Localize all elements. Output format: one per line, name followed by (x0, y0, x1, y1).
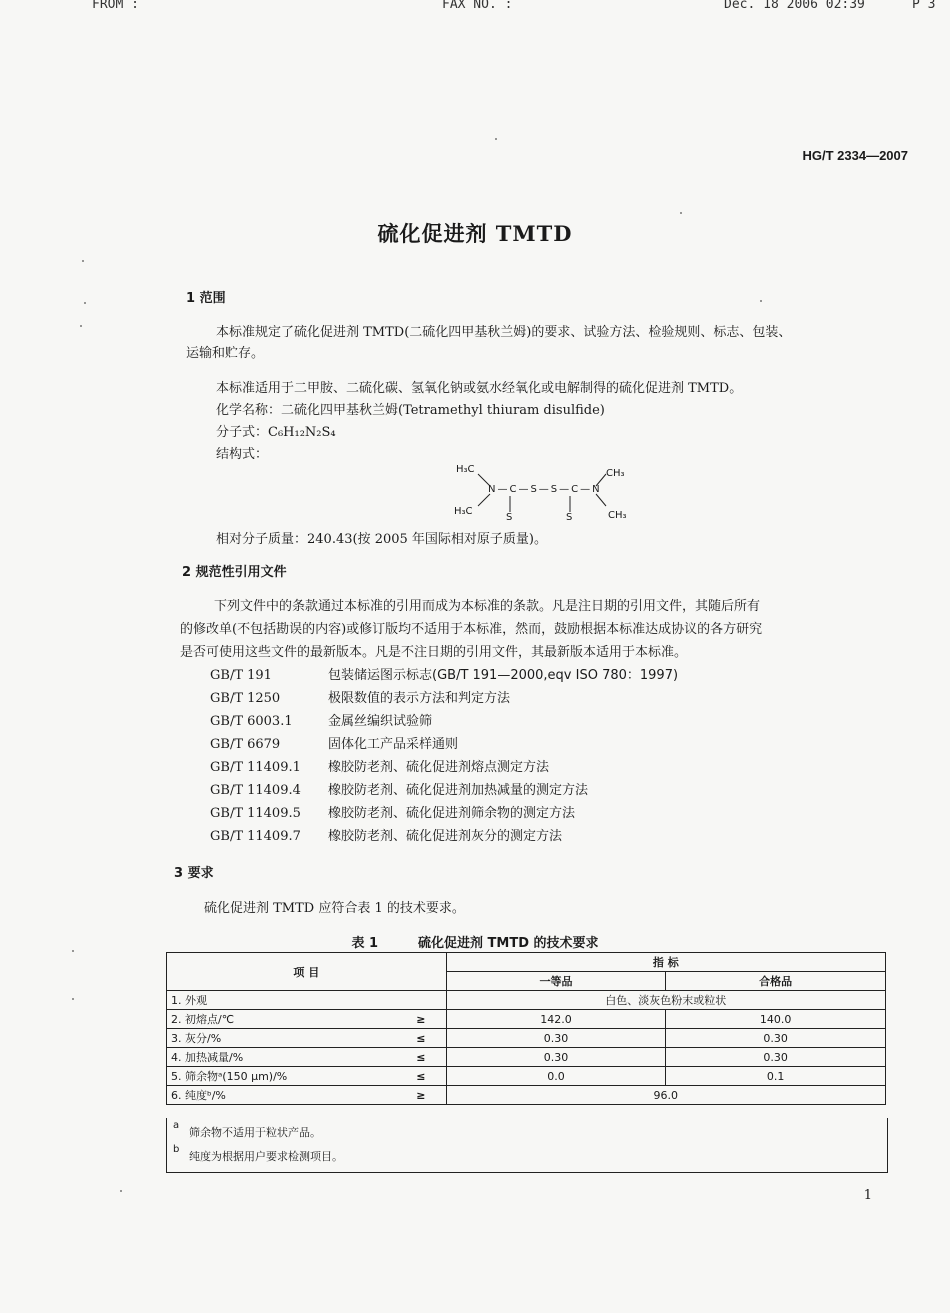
section-2-heading: 2 规范性引用文件 (182, 565, 287, 580)
item-cell: 1. 外观 (167, 991, 397, 1010)
merged-value-cell: 白色、淡灰色粉末或粒状 (446, 991, 885, 1010)
column-header-item: 项 目 (167, 953, 447, 991)
operator-cell: ≥ (396, 1010, 446, 1029)
item-cell: 5. 筛余物ᵃ(150 μm)/% (167, 1067, 397, 1086)
footnote-a-mark: a (173, 1120, 180, 1131)
qualified-cell: 0.1 (666, 1067, 886, 1086)
reference-title: 金属丝编织试验筛 (328, 714, 433, 729)
section-3-paragraph-1: 硫化促进剂 TMTD 应符合表 1 的技术要求。 (204, 901, 465, 916)
reference-code: GB/T 1250 (210, 691, 281, 706)
reference-code: GB/T 11409.5 (210, 806, 301, 821)
qualified-cell: 0.30 (666, 1048, 886, 1067)
fax-page: P 3 (912, 0, 936, 12)
operator-cell (396, 991, 446, 1010)
footnote-b (173, 1144, 883, 1164)
methyl-left-bottom: H₃C (454, 506, 473, 517)
footnote-b-mark: b (173, 1144, 180, 1155)
reference-item (210, 687, 678, 710)
reference-title: 橡胶防老剂、硫化促进剂熔点测定方法 (328, 760, 550, 775)
qualified-cell: 140.0 (666, 1010, 886, 1029)
column-header-qualified: 合格品 (666, 972, 886, 991)
table-1-title: 硫化促进剂 TMTD 的技术要求 (418, 936, 599, 951)
footnote-a (173, 1120, 883, 1140)
table-footnotes (166, 1118, 888, 1173)
footnote-a-text: 筛余物不适用于粒状产品。 (189, 1126, 321, 1139)
table-row (167, 1029, 886, 1048)
fax-date: Dec. 18 2006 02:39 (724, 0, 865, 12)
first-grade-cell: 0.30 (446, 1048, 666, 1067)
scan-speck (495, 138, 497, 140)
item-cell: 3. 灰分/% (167, 1029, 397, 1048)
document-title: 硫化促进剂 TMTD (377, 221, 573, 246)
reference-code: GB/T 6679 (210, 737, 281, 752)
item-cell: 6. 纯度ᵇ/% (167, 1086, 397, 1105)
scan-speck (72, 950, 74, 952)
section-2-paragraph-1-cont: 的修改单(不包括勘误的内容)或修订版均不适用于本标准，然而，鼓励根据本标准达成协议的各方研究 (180, 622, 763, 637)
reference-item (210, 802, 678, 825)
fax-from: FROM : (92, 0, 139, 12)
item-cell: 2. 初熔点/℃ (167, 1010, 397, 1029)
reference-title: 橡胶防老剂、硫化促进剂灰分的测定方法 (328, 829, 563, 844)
standard-number: HG/T 2334—2007 (802, 148, 908, 163)
scan-speck (82, 260, 84, 262)
reference-code: GB/T 11409.1 (210, 760, 301, 775)
backbone-chain: N—C—S—S—C—N (488, 484, 602, 495)
operator-cell: ≤ (396, 1067, 446, 1086)
table-row (167, 1086, 886, 1105)
requirements-table (166, 952, 886, 1105)
table-row (167, 1048, 886, 1067)
column-header-first-grade: 一等品 (446, 972, 666, 991)
table-1-caption (0, 932, 950, 951)
first-grade-cell: 0.0 (446, 1067, 666, 1086)
table-row (167, 1010, 886, 1029)
thione-s-right: S (566, 512, 573, 523)
column-header-index: 指 标 (446, 953, 885, 972)
reference-item (210, 664, 678, 687)
qualified-cell: 0.30 (666, 1029, 886, 1048)
structural-formula-label: 结构式： (216, 447, 269, 462)
reference-item (210, 756, 678, 779)
scan-speck (120, 1190, 122, 1192)
first-grade-cell: 0.30 (446, 1029, 666, 1048)
scan-speck (84, 302, 86, 304)
operator-cell: ≤ (396, 1048, 446, 1067)
methyl-right-bottom: CH₃ (608, 510, 627, 521)
reference-code: GB/T 11409.4 (210, 783, 301, 798)
fax-number-label: FAX NO. : (442, 0, 513, 12)
reference-title: 橡胶防老剂、硫化促进剂筛余物的测定方法 (328, 806, 576, 821)
section-1-paragraph-2: 本标准适用于二甲胺、二硫化碳、氢氧化钠或氨水经氧化或电解制得的硫化促进剂 TMTD。 (216, 381, 743, 396)
operator-cell: ≤ (396, 1029, 446, 1048)
molecular-formula: 分子式：C₆H₁₂N₂S₄ (216, 425, 336, 440)
table-row (167, 991, 886, 1010)
section-2-paragraph-1: 下列文件中的条款通过本标准的引用而成为本标准的条款。凡是注日期的引用文件，其随后所有 (214, 599, 761, 614)
methyl-right-top: CH₃ (606, 468, 625, 479)
scan-speck (72, 998, 74, 1000)
reference-list (210, 664, 678, 848)
reference-code: GB/T 11409.7 (210, 829, 301, 844)
operator-cell: ≥ (396, 1086, 446, 1105)
scan-speck (760, 300, 762, 302)
scan-speck (680, 212, 682, 214)
table-header-row (167, 953, 886, 972)
molecular-mass: 相对分子质量：240.43(按 2005 年国际相对原子质量)。 (216, 532, 547, 547)
section-1-heading: 1 范围 (186, 291, 226, 306)
reference-item (210, 733, 678, 756)
methyl-left-top: H₃C (456, 464, 475, 475)
section-1-paragraph-1-cont: 运输和贮存。 (186, 346, 265, 361)
reference-title: 橡胶防老剂、硫化促进剂加热减量的测定方法 (328, 783, 589, 798)
thione-s-left: S (506, 512, 513, 523)
section-3-heading: 3 要求 (174, 866, 214, 881)
item-cell: 4. 加热减量/% (167, 1048, 397, 1067)
table-row (167, 1067, 886, 1086)
section-1-paragraph-1: 本标准规定了硫化促进剂 TMTD(二硫化四甲基秋兰姆)的要求、试验方法、检验规则、标志、包装、 (216, 325, 792, 340)
structural-formula (448, 462, 638, 524)
reference-item (210, 710, 678, 733)
section-2-paragraph-1-end: 是否可使用这些文件的最新版本。凡是不注日期的引用文件，其最新版本适用于本标准。 (180, 645, 688, 660)
reference-title: 固体化工产品采样通则 (328, 737, 459, 752)
merged-value-cell: 96.0 (446, 1086, 885, 1105)
first-grade-cell: 142.0 (446, 1010, 666, 1029)
reference-item (210, 825, 678, 848)
reference-title: 包装储运图示标志(GB/T 191—2000,eqv ISO 780：1997) (328, 668, 679, 683)
reference-code: GB/T 6003.1 (210, 714, 293, 729)
reference-title: 极限数值的表示方法和判定方法 (328, 691, 511, 706)
chemical-name: 化学名称：二硫化四甲基秋兰姆(Tetramethyl thiuram disulfide) (216, 403, 605, 418)
scan-speck (80, 325, 82, 327)
reference-item (210, 779, 678, 802)
reference-code: GB/T 191 (210, 668, 272, 683)
table-1-number: 表 1 (351, 936, 379, 951)
footnote-b-text: 纯度为根据用户要求检测项目。 (189, 1150, 343, 1163)
page-number: 1 (863, 1188, 872, 1203)
